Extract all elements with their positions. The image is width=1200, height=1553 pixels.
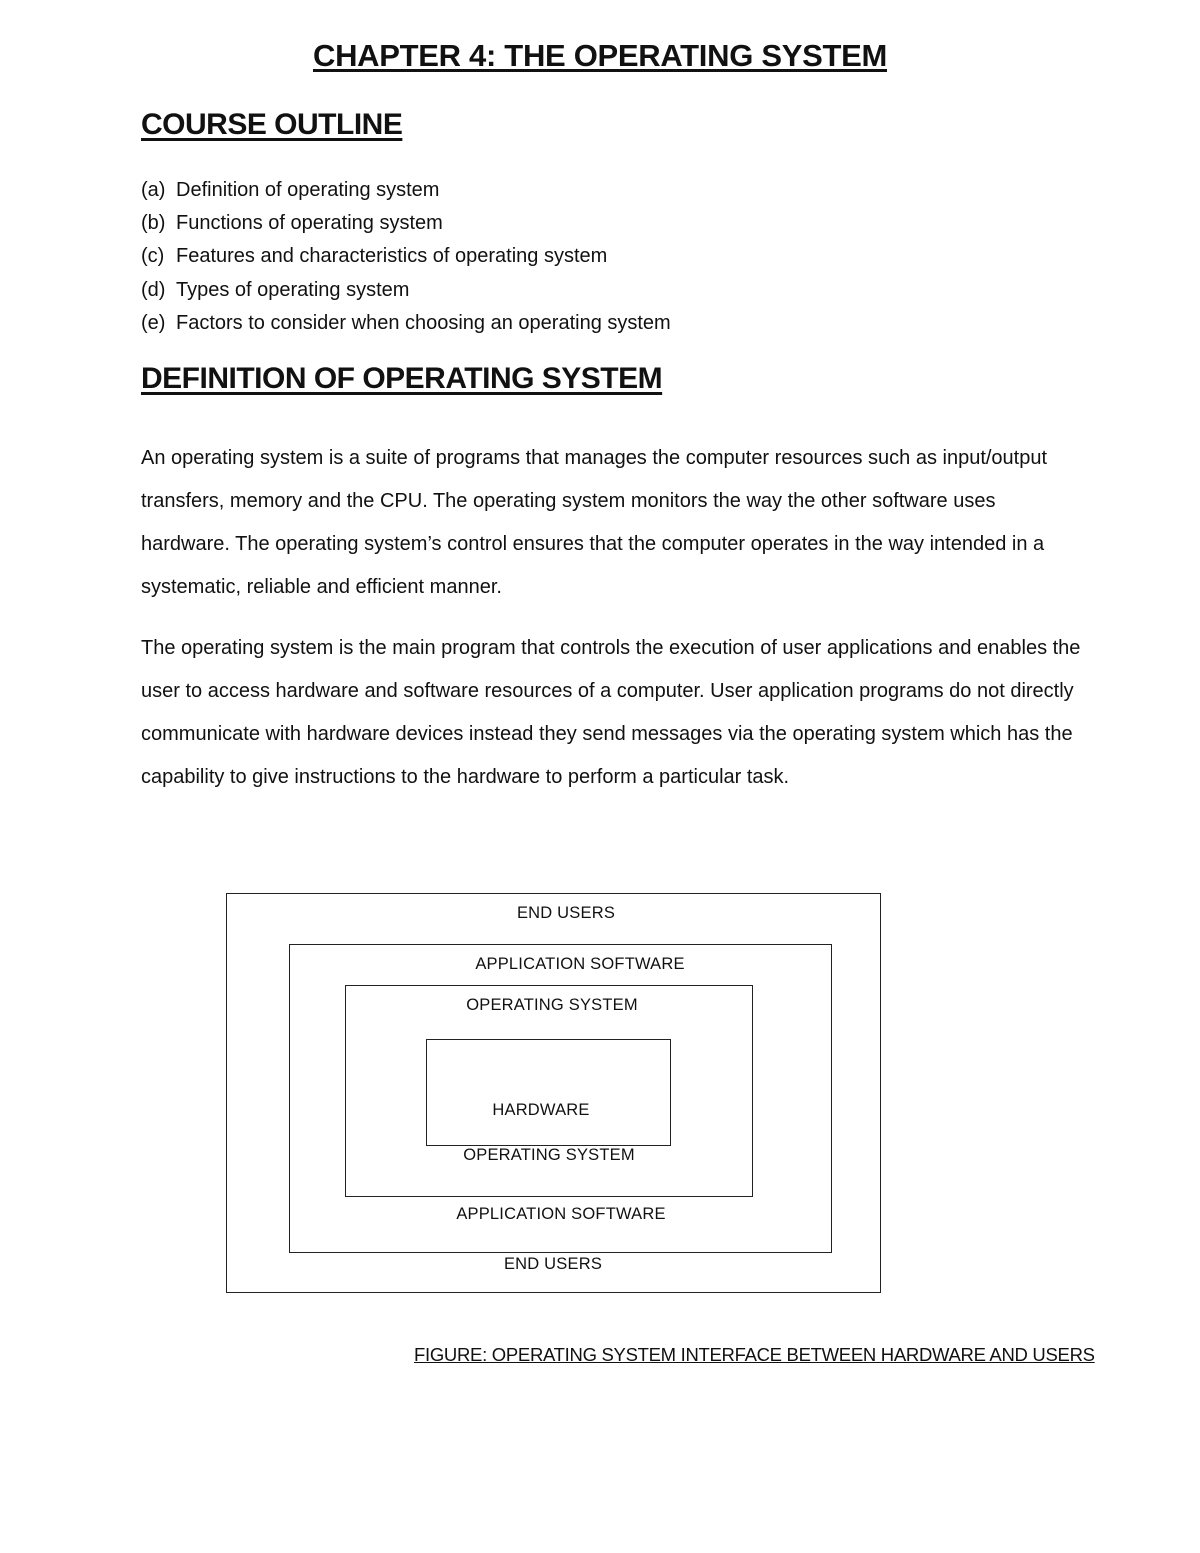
definition-paragraph-1: An operating system is a suite of programs that manages the computer resources such as input/output transfers, memory and the CPU. The operating system monitors the way the other software uses hardware. The operating system’s control ensures that the computer operates in the way intended in a systematic, reliable and efficient manner.	[141, 447, 1048, 598]
outline-item	[141, 307, 671, 340]
operating-system-bottom-label: OPERATING SYSTEM	[463, 1146, 635, 1164]
outline-item	[141, 240, 671, 273]
outline-item-marker: (d)	[141, 278, 166, 301]
outline-item	[141, 174, 671, 207]
application-software-top-label: APPLICATION SOFTWARE	[475, 955, 685, 973]
operating-system-top-label: OPERATING SYSTEM	[466, 996, 638, 1014]
course-outline-heading: COURSE OUTLINE	[141, 108, 403, 141]
definition-paragraph-2: The operating system is the main program that controls the execution of user applications and enables the user to access hardware and software resources of a computer. User application programs do not directly communicate with hardware devices instead they send messages via the operating system which has the capability to give instructions to the hardware to perform a particular task.	[141, 637, 1081, 788]
outline-item	[141, 207, 671, 240]
course-outline-list	[141, 174, 671, 340]
figure-caption: FIGURE: OPERATING SYSTEM INTERFACE BETWEEN HARDWARE AND USERS	[414, 1344, 1095, 1365]
chapter-title: CHAPTER 4: THE OPERATING SYSTEM	[312, 38, 887, 73]
hardware-box	[426, 1039, 671, 1146]
end-users-bottom-label: END USERS	[503, 1255, 603, 1273]
outline-item-text: Types of operating system	[176, 278, 410, 301]
definition-heading: DEFINITION OF OPERATING SYSTEM	[141, 362, 663, 395]
outline-item	[141, 274, 671, 307]
outline-item-text: Features and characteristics of operating system	[176, 245, 608, 268]
end-users-top-label: END USERS	[516, 904, 616, 922]
outline-item-text: Definition of operating system	[176, 179, 440, 201]
outline-item-marker: (c)	[141, 245, 165, 268]
outline-item-marker: (e)	[141, 311, 166, 334]
application-software-bottom-label: APPLICATION SOFTWARE	[456, 1205, 666, 1223]
hardware-label: HARDWARE	[492, 1101, 590, 1119]
outline-item-marker: (a)	[141, 179, 166, 201]
outline-item-marker: (b)	[141, 212, 166, 235]
outline-item-text: Factors to consider when choosing an operating system	[176, 311, 671, 334]
outline-item-text: Functions of operating system	[176, 212, 443, 235]
